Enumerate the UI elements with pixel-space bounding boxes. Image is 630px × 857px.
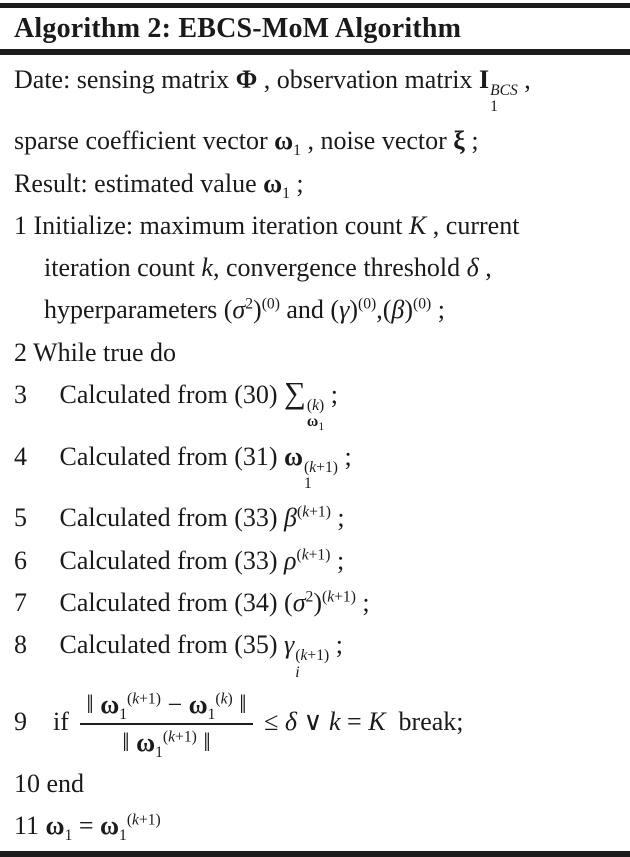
text-run: , current [426, 210, 520, 240]
text-run: 11 [14, 810, 46, 840]
superscript [322, 588, 356, 605]
text-run: 7 Calculated from (34) ( [14, 587, 293, 617]
bold-symbol: I [478, 64, 490, 94]
algorithm-title: Algorithm 2: EBCS-MoM Algorithm [14, 13, 462, 44]
text-run: 10 end [14, 768, 85, 798]
stack-subscript [306, 413, 325, 434]
italic-symbol: γ [284, 630, 295, 660]
text-run: ( [296, 503, 303, 521]
text-run: ≤ [257, 706, 285, 736]
text-run: and ( [279, 295, 340, 325]
text-run: +1) [334, 588, 356, 606]
superscript [127, 690, 161, 707]
fraction-denominator [80, 725, 252, 761]
text-run: +1) [139, 690, 161, 708]
text-run: ) [227, 690, 233, 708]
bottom-rule [0, 851, 630, 857]
text-run: ‖ [232, 689, 247, 719]
text-run: = [340, 706, 369, 736]
bold-symbol: ω [188, 689, 208, 719]
superscript: 2 [305, 588, 314, 606]
input-line-2 [14, 124, 622, 160]
step-1-line-2 [14, 251, 622, 284]
text-run: ; [355, 587, 370, 617]
text-run: ( [127, 690, 133, 708]
superscript: 2 [245, 295, 254, 313]
step-1-line-1 [14, 209, 622, 242]
text-run: ( [304, 458, 310, 476]
text-run: ; [337, 441, 352, 471]
bold-symbol: ω [136, 727, 156, 757]
text-run: +1) [308, 546, 331, 563]
text-run: ( [215, 690, 221, 708]
text-run: , convergence threshold [212, 253, 467, 283]
result-line [14, 167, 622, 200]
subscript: 1 [207, 706, 216, 724]
text-run: +1) [309, 503, 331, 521]
stack-superscript [304, 460, 338, 476]
superscript: (0) [261, 295, 280, 313]
text-run: 4 Calculated from (31) [14, 441, 285, 471]
subscript: 1 [282, 184, 290, 202]
superscript: (0) [413, 295, 432, 313]
italic-symbol: k [309, 458, 317, 476]
text-run: ,( [376, 295, 392, 325]
text-run: ; [464, 126, 479, 156]
text-run: sparse coefficient vector [14, 126, 275, 156]
bold-symbol: ω [100, 810, 120, 840]
fraction [80, 689, 252, 761]
superscript [163, 728, 197, 745]
italic-symbol: γ [339, 295, 350, 325]
supsub-stack [306, 396, 325, 434]
text-run: ( [306, 396, 313, 414]
stack-subscript [304, 476, 338, 492]
stack-superscript [295, 648, 329, 664]
supsub-stack [295, 648, 329, 681]
italic-symbol: k [132, 811, 139, 829]
subscript: 1 [318, 420, 325, 434]
text-run: ‖ [86, 689, 101, 719]
text-run: 8 Calculated from (35) [14, 630, 285, 660]
superscript [297, 504, 331, 521]
supsub-stack [304, 460, 338, 493]
text-run: ) [313, 587, 322, 617]
italic-symbol: K [408, 210, 427, 240]
text-run: ( [321, 588, 328, 606]
italic-symbol: ρ [284, 545, 297, 575]
bold-symbol: Φ [235, 64, 258, 94]
italic-symbol: k [327, 588, 335, 606]
italic-symbol: k [201, 253, 213, 283]
italic-symbol: k [300, 647, 308, 665]
text-run: , [517, 64, 531, 94]
text-run: 6 Calculated from (33) [14, 545, 285, 575]
text-run: ‖ [122, 727, 137, 757]
italic-symbol: k [302, 503, 310, 521]
text-run: 1 Initialize: maximum iteration count [14, 210, 409, 240]
step-5 [14, 501, 622, 534]
sum-icon: ∑ [284, 375, 306, 410]
text-run: Date: sensing matrix [14, 64, 236, 94]
italic-symbol: δ [466, 253, 479, 283]
step-6 [14, 544, 622, 577]
bold-symbol: ω [306, 413, 319, 431]
text-run: 9 if [14, 706, 76, 736]
text-run: +1) [175, 728, 197, 746]
text-run: ; [289, 168, 304, 198]
italic-symbol: BCS [490, 81, 518, 99]
superscript [215, 690, 232, 707]
italic-symbol: β [391, 295, 405, 325]
text-run: ; [431, 295, 445, 325]
italic-symbol: σ [292, 587, 306, 617]
text-run: 1 [490, 97, 498, 115]
text-run: +1) [138, 811, 161, 829]
text-run: ; [329, 630, 343, 660]
italic-symbol: i [295, 663, 300, 681]
italic-symbol: k [312, 396, 320, 414]
text-run: − [160, 689, 189, 719]
subscript: 1 [64, 827, 73, 845]
text-run: ∨ [296, 706, 329, 736]
text-run: 2 While true do [14, 337, 176, 367]
text-run: = [72, 810, 101, 840]
italic-symbol: k [168, 728, 176, 746]
step-9 [14, 689, 622, 761]
input-line-1 [14, 63, 622, 116]
text-run: Result: estimated value [14, 168, 264, 198]
bold-symbol: ω [45, 810, 65, 840]
subscript: 1 [119, 827, 127, 845]
supsub-stack [490, 83, 518, 116]
bold-symbol: ω [274, 126, 294, 156]
stack-superscript [490, 83, 518, 99]
step-8 [14, 628, 622, 681]
text-run: ) [319, 396, 325, 414]
italic-symbol: k [132, 690, 140, 708]
text-run: ; [330, 545, 345, 575]
bold-symbol: ω [263, 168, 283, 198]
bold-symbol: ξ [453, 126, 465, 156]
italic-symbol: δ [284, 706, 297, 736]
bold-symbol: ω [100, 689, 120, 719]
text-run: +1) [307, 647, 330, 665]
step-2 [14, 336, 622, 369]
subscript: 1 [119, 706, 128, 724]
superscript [297, 546, 331, 563]
text-run: +1) [316, 458, 338, 476]
step-10 [14, 767, 622, 800]
text-run: break; [385, 706, 464, 736]
text-run: 1 [304, 475, 312, 493]
step-11 [14, 809, 622, 845]
step-3 [14, 375, 622, 434]
text-run: ) [404, 295, 413, 325]
text-run: iteration count [44, 253, 202, 283]
fraction-numerator [80, 690, 252, 725]
text-run: 3 Calculated from (30) [14, 379, 285, 409]
italic-symbol: k [301, 546, 309, 563]
text-run: ; [324, 379, 338, 409]
text-run: , noise vector [300, 126, 454, 156]
text-run: ‖ [196, 727, 211, 757]
text-run: hyperparameters ( [44, 295, 233, 325]
algorithm-body [0, 55, 630, 852]
step-7 [14, 586, 622, 619]
text-run: , [478, 253, 492, 283]
text-run: ) [349, 295, 359, 325]
text-run: 5 Calculated from (33) [14, 503, 285, 533]
stack-subscript [295, 665, 329, 681]
step-1-line-3 [14, 293, 622, 326]
superscript [127, 811, 161, 828]
text-run: ( [162, 728, 169, 746]
text-run: ( [126, 811, 133, 829]
italic-symbol: β [284, 503, 297, 533]
text-run: ; [330, 503, 345, 533]
italic-symbol: k [328, 706, 341, 736]
superscript: (0) [358, 295, 377, 313]
text-run: ( [295, 647, 301, 665]
stack-subscript [490, 99, 518, 115]
text-run: ) [253, 295, 262, 325]
italic-symbol: σ [232, 295, 246, 325]
subscript: 1 [293, 142, 301, 160]
bold-symbol: ω [284, 441, 304, 471]
italic-symbol: K [368, 706, 386, 736]
step-4 [14, 440, 622, 493]
italic-symbol: k [220, 690, 228, 708]
subscript: 1 [155, 744, 163, 761]
stack-superscript [307, 398, 324, 414]
text-run: , observation matrix [257, 64, 479, 94]
text-run: ( [296, 546, 302, 563]
